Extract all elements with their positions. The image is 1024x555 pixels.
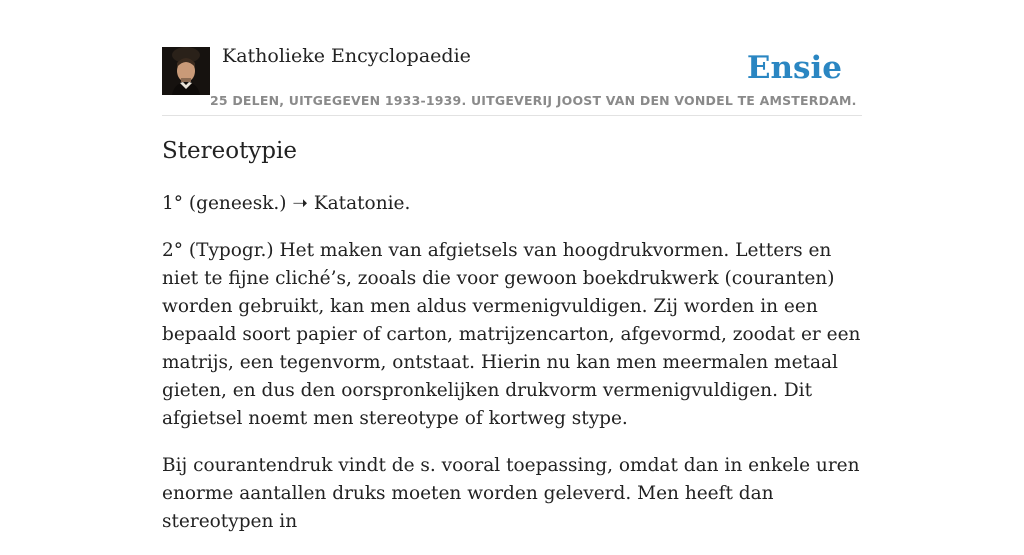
entry-1-prefix: 1° (geneesk.) <box>162 193 293 214</box>
arrow-right-icon: ➝ <box>292 193 308 214</box>
ensie-logo[interactable]: Ensie <box>746 50 842 86</box>
entry-1-suffix: . <box>404 193 411 214</box>
source-subtitle: 25 DELEN, UITGEGEVEN 1933-1939. UITGEVERIJ JOOST VAN DEN VONDEL TE AMSTERDAM. <box>210 93 857 108</box>
source-header <box>162 0 862 116</box>
entry-2: 2° (Typogr.) Het maken van afgietsels van hoogdrukvormen. Letters en niet te fijne cliché’s, zooals die voor gewoon boekdrukwerk (couranten) worden gebruikt, kan men aldus vermenigvuldigen. Zij worden in een bepaald soort papier of carton, matrijzencarton, afgevormd, zoodat er een matrijs, een tegenvorm, ontstaat. Hierin nu kan men meermalen metaal gieten, en dus den oorspronkelijken drukvorm vermenigvuldigen. Dit afgietsel noemt men stereotype of kortweg stype. <box>162 240 861 429</box>
source-title[interactable]: Katholieke Encyclopaedie <box>222 45 471 67</box>
portrait-avatar[interactable] <box>162 47 210 95</box>
article-body <box>162 190 862 555</box>
content-column <box>162 0 862 532</box>
katatonie-link[interactable] <box>292 193 404 214</box>
article-title: Stereotypie <box>162 138 297 164</box>
entry-3: Bij courantendruk vindt de s. vooral toepassing, omdat dan in enkele uren enorme aantallen druks moeten worden geleverd. Men heeft dan stereotypen in <box>162 455 860 532</box>
entry-1 <box>162 190 862 218</box>
katatonie-link-label: Katatonie <box>313 193 405 214</box>
